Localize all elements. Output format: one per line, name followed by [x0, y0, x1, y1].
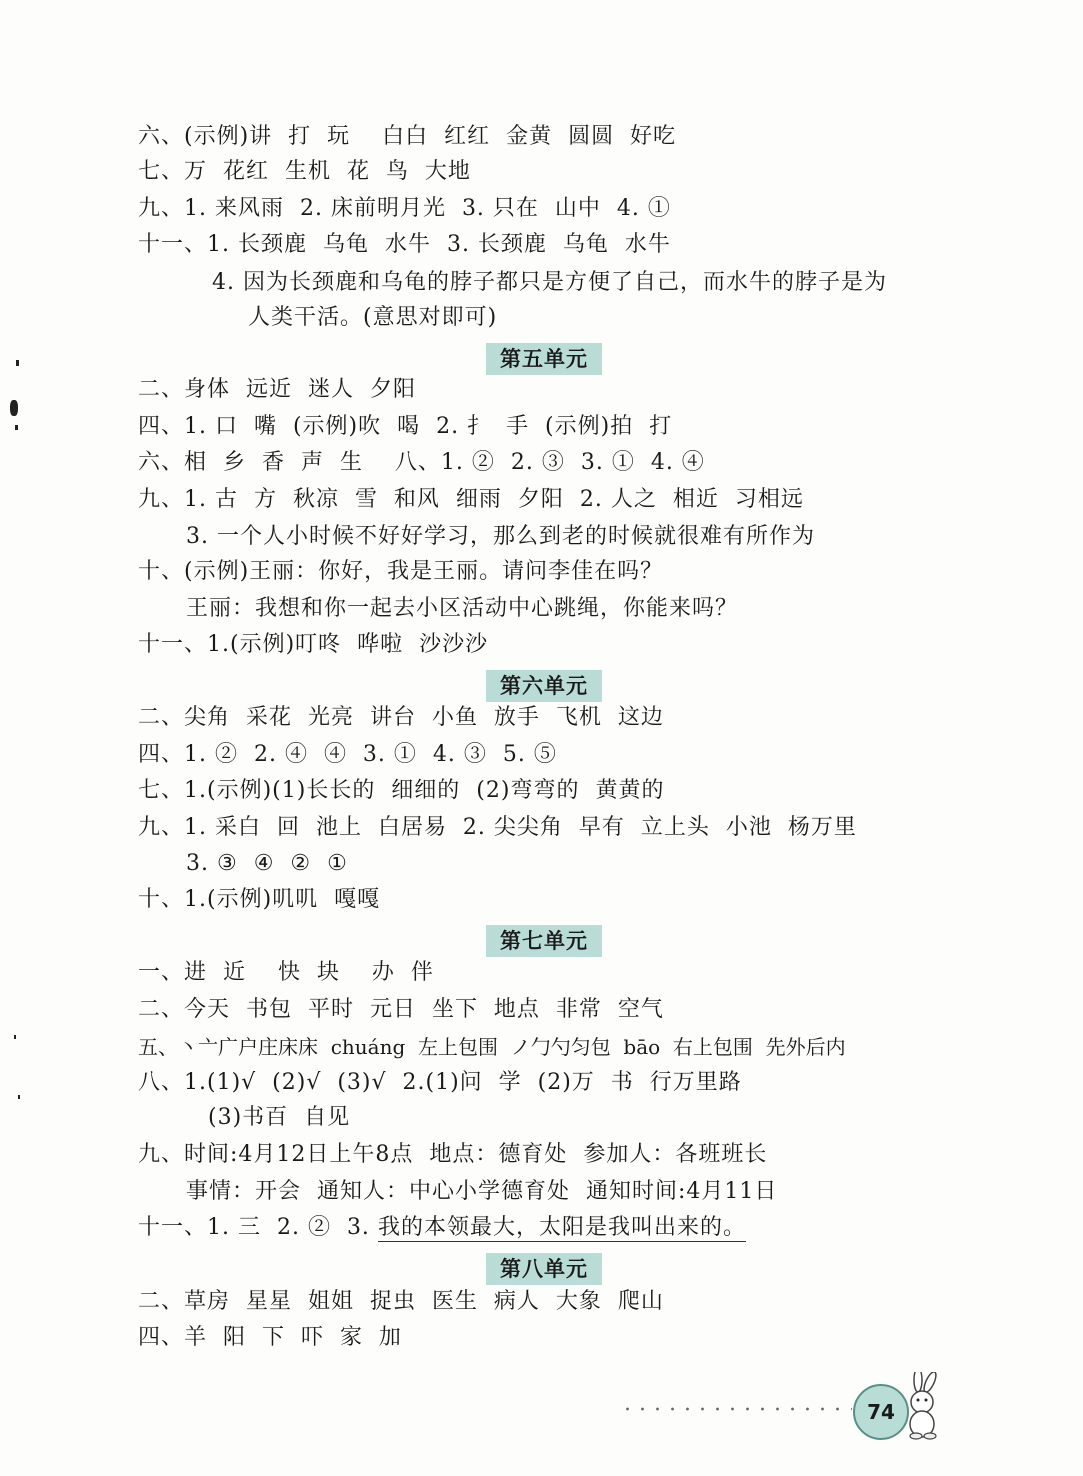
answer-line-11: 3. 一个人小时候不好好学习，那么到老的时候就很难有所作为 [186, 524, 815, 549]
answer-line-12: 十、(示例)王丽：你好，我是王丽。请问李佳在吗？ [138, 559, 664, 584]
unit-heading-8: 第八单元 [486, 1253, 602, 1285]
answer-line-7: 二、身体 远近 迷人 夕阳 [138, 377, 416, 402]
answer-line-16: 四、1. ② 2. ④ ④ 3. ① 4. ③ 5. ⑤ [138, 742, 557, 767]
answer-line-25: (3)书百 自见 [208, 1105, 351, 1130]
dotted-leader [620, 1404, 852, 1414]
answer-line-14: 十一、1.(示例)叮咚 哗啦 沙沙沙 [138, 632, 489, 657]
rabbit-mascot-icon [890, 1372, 940, 1442]
answer-line-6: 人类干活。(意思对即可) [248, 305, 498, 330]
answer-line-3: 九、1. 来风雨 2. 床前明月光 3. 只在 山中 4. ① [138, 196, 671, 221]
answer-line-29: 二、草房 星星 姐姐 捉虫 医生 病人 大象 爬山 [138, 1289, 664, 1314]
answer-line-18: 九、1. 采白 回 池上 白居易 2. 尖尖角 早有 立上头 小池 杨万里 [138, 815, 857, 840]
margin-speck [18, 1095, 20, 1099]
answer-line-19: 3. ③ ④ ② ① [186, 851, 348, 876]
answer-line-8: 四、1. 口 嘴 (示例)吹 喝 2. 扌 手 (示例)拍 打 [138, 414, 673, 439]
unit-heading-6: 第六单元 [486, 670, 602, 702]
answer-line-20: 十、1.(示例)叽叽 嘎嘎 [138, 887, 381, 912]
answer-line-26: 九、时间:4月12日上午8点 地点：德育处 参加人：各班班长 [138, 1142, 768, 1167]
answer-line-1: 六、(示例)讲 打 玩 白白 红红 金黄 圆圆 好吃 [138, 124, 677, 149]
answer-line-9: 六、相 乡 香 声 生 八、1. ② 2. ③ 3. ① 4. ④ [138, 450, 705, 475]
answer-line-28-prefix: 十一、1. 三 2. ② 3. [138, 1215, 378, 1240]
answer-line-15: 二、尖角 采花 光亮 讲台 小鱼 放手 飞机 这边 [138, 705, 664, 730]
answer-line-5: 4. 因为长颈鹿和乌龟的脖子都只是方便了自己，而水牛的脖子是为 [212, 270, 887, 295]
answer-line-2: 七、万 花红 生机 花 鸟 大地 [138, 159, 471, 184]
answer-line-27: 事情：开会 通知人：中心小学德育处 通知时间:4月11日 [186, 1179, 778, 1204]
answer-line-17: 七、1.(示例)(1)长长的 细细的 (2)弯弯的 黄黄的 [138, 778, 665, 803]
answer-line-30: 四、羊 阳 下 吓 家 加 [138, 1325, 402, 1350]
underlined-answer: 我的本领最大，太阳是我叫出来的。 [377, 1215, 746, 1240]
answer-line-24: 八、1.(1)√ (2)√ (3)√ 2.(1)问 学 (2)万 书 行万里路 [138, 1070, 742, 1095]
margin-speck [10, 400, 18, 416]
answer-line-23: 五、丶亠广户庄床床 chuáng 左上包围 ノ勹勺匀包 bāo 右上包围 先外后内 [138, 1035, 846, 1059]
margin-speck [16, 360, 19, 366]
page-number-badge: 74 [853, 1384, 909, 1440]
answer-line-10: 九、1. 古 方 秋凉 雪 和风 细雨 夕阳 2. 人之 相近 习相远 [138, 487, 804, 512]
answer-line-13: 王丽：我想和你一起去小区活动中心跳绳，你能来吗？ [186, 596, 739, 621]
unit-heading-7: 第七单元 [486, 925, 602, 957]
answer-line-4: 十一、1. 长颈鹿 乌龟 水牛 3. 长颈鹿 乌龟 水牛 [138, 232, 671, 257]
margin-speck [15, 425, 18, 430]
unit-heading-5: 第五单元 [486, 343, 602, 375]
margin-speck [14, 1035, 16, 1039]
answer-line-21: 一、进 近 快 块 办 伴 [138, 960, 434, 985]
answer-line-22: 二、今天 书包 平时 元日 坐下 地点 非常 空气 [138, 997, 664, 1022]
answer-line-28 [138, 1213, 746, 1243]
